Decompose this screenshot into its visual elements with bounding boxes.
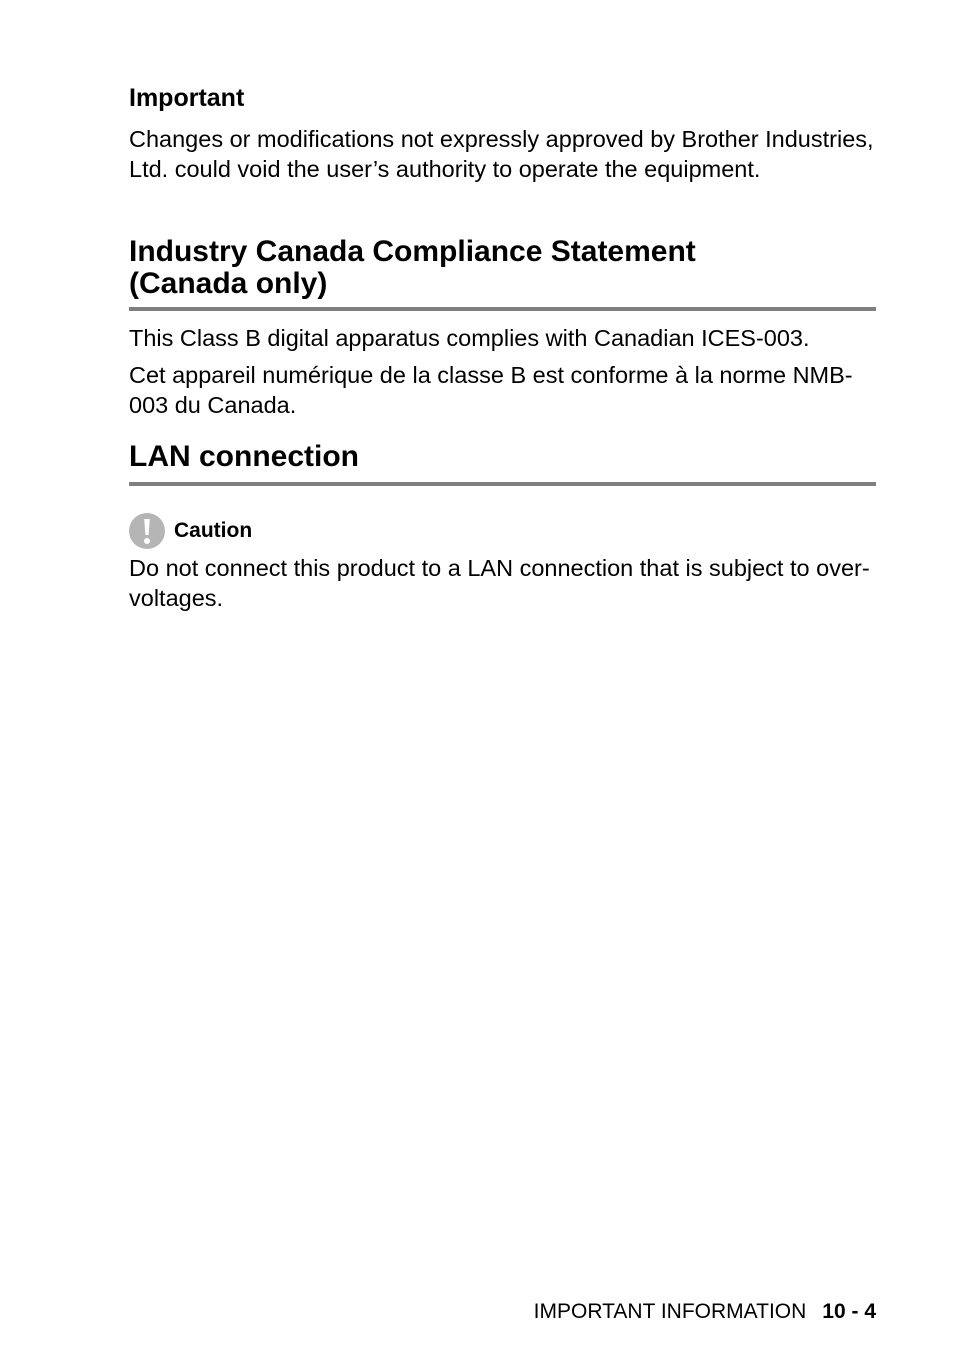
section-divider xyxy=(129,482,876,486)
footer-page-number: 10 - 4 xyxy=(822,1300,876,1323)
lan-section-heading: LAN connection xyxy=(129,440,359,473)
exclamation-icon xyxy=(129,513,165,549)
section-divider xyxy=(129,307,876,311)
important-heading: Important xyxy=(129,84,245,112)
ices-english-paragraph: This Class B digital apparatus complies with Canadian ICES-003. xyxy=(129,325,810,351)
footer-section-title: IMPORTANT INFORMATION xyxy=(533,1300,807,1323)
canada-heading-line1: Industry Canada Compliance Statement xyxy=(129,235,696,268)
canada-section-heading xyxy=(129,236,875,300)
caution-label: Caution xyxy=(174,519,253,542)
canada-heading-line2: (Canada only) xyxy=(129,267,328,300)
page-footer xyxy=(534,1297,876,1327)
important-paragraph: Changes or modifications not expressly approved by Brother Industries, Ltd. could void the user’s authority to operate the equipment. xyxy=(129,126,874,182)
ices-french-paragraph: Cet appareil numérique de la classe B est conforme à la norme NMB-003 du Canada. xyxy=(129,362,853,418)
lan-caution-paragraph: Do not connect this product to a LAN connection that is subject to over-voltages. xyxy=(129,555,870,611)
caution-notice xyxy=(129,513,252,549)
